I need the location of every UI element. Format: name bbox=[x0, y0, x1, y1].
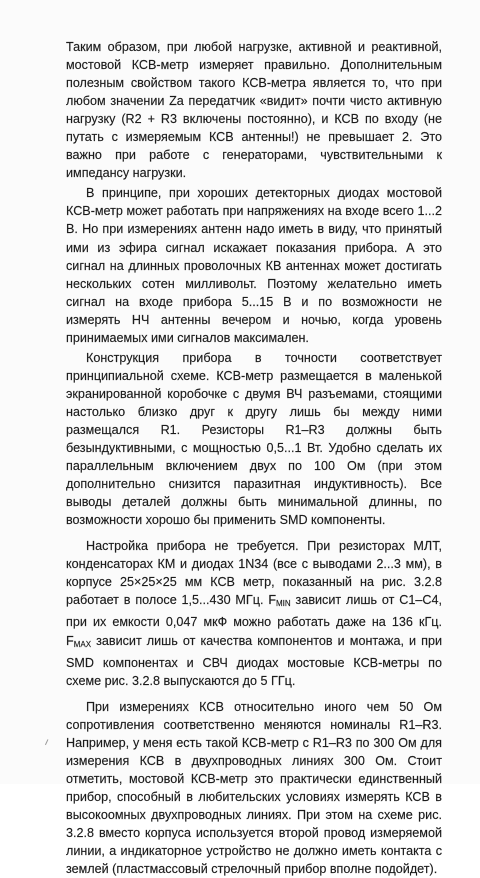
tuning-text-part-1: Настройка прибора не требуется. При резисторах МЛТ, конденсаторах КМ и диодах 1N34 (все с выводами 2...3 мм), в корпусе 25×25×25 мм КСВ метр, показанный на рис. 3.2.8 работает в полосе 1,5...430 МГц. F bbox=[66, 539, 442, 608]
body-text bbox=[66, 38, 442, 878]
paragraph-detector-voltage: В принципе, при хороших детекторных диодах мостовой КСВ-метр может работать при напряжениях на входе всего 1...2 В. Но при измерениях антенн надо иметь в виду, что принятый ими из эфира сигнал искажает показания прибора. А это сигнал на длинных проволочных КВ антеннах может достигать нескольких сотен милливольт. Поэтому желательно иметь сигнал на входе прибора 5...15 В и по возможности не измерять НЧ антенны вечером и ночью, когда уровень принимаемых ими сигналов максимален. bbox=[66, 186, 442, 345]
scan-mark bbox=[45, 739, 52, 747]
fmin-subscript: MIN bbox=[276, 599, 291, 609]
paragraph-tuning bbox=[66, 537, 442, 689]
tuning-text-part-3: зависит лишь от качества компонентов и монтажа, и при SMD компонентах и СВЧ диодах мостовые КСВ-метры по схеме рис. 3.2.8 выпускаются до 5 ГГц. bbox=[66, 633, 442, 688]
fmax-subscript: MAX bbox=[73, 639, 92, 649]
paragraph-intro: Таким образом, при любой нагрузке, активной и реактивной, мостовой КСВ-метр измеряет правильно. Дополнительным полезным свойством такого КСВ-метра является то, что при любом значении Za передатчик «видит» почти чисто активную нагрузку (R2 + R3 включены постоянно), и КСВ по входу (не путать с измеряемым КСВ антенны!) не превышает 2. Это важно при работе с генераторами, чувствительными к импедансу нагрузки. bbox=[66, 40, 442, 181]
paragraph-impedance: При измерениях КСВ относительно иного чем 50 Ом сопротивления соответственно меняются номиналы R1–R3. Например, у меня есть такой КСВ-метр с R1–R3 по 300 Ом для измерения КСВ в двухпроводных линиях 300 Ом. Стоит отметить, мостовой КСВ-метр это практически единственный прибор, способный в любительских условиях измерять КСВ в высокоомных двухпроводных линиях. При этом на схеме рис. 3.2.8 вместо корпуса используется второй провод измеряемой линии, а индикаторное устройство не должно иметь контакта с землей (пластмассовый стрелочный прибор вполне подойдет). bbox=[66, 699, 442, 877]
tuning-text-part-2: зависит лишь от С1–С4, при их емкости 0,047 мкФ можно работать даже на 136 кГц. F bbox=[66, 593, 442, 648]
paragraph-construction: Конструкция прибора в точности соответствует принципиальной схеме. КСВ-метр размещается в маленькой экранированной коробочке с двумя ВЧ разъемами, стоящими настолько близко друг к другу лишь бы между ними размещался R1. Резисторы R1–R3 должны быть безындуктивными, с мощностью 0,5...1 Вт. Удобно сделать их параллельным включением двух по 100 Ом (при этом дополнительно снизится паразитная индуктивность). Все выводы деталей должны быть минимальной длинны, по возможности хорошо бы применить SMD компоненты. bbox=[66, 350, 442, 528]
